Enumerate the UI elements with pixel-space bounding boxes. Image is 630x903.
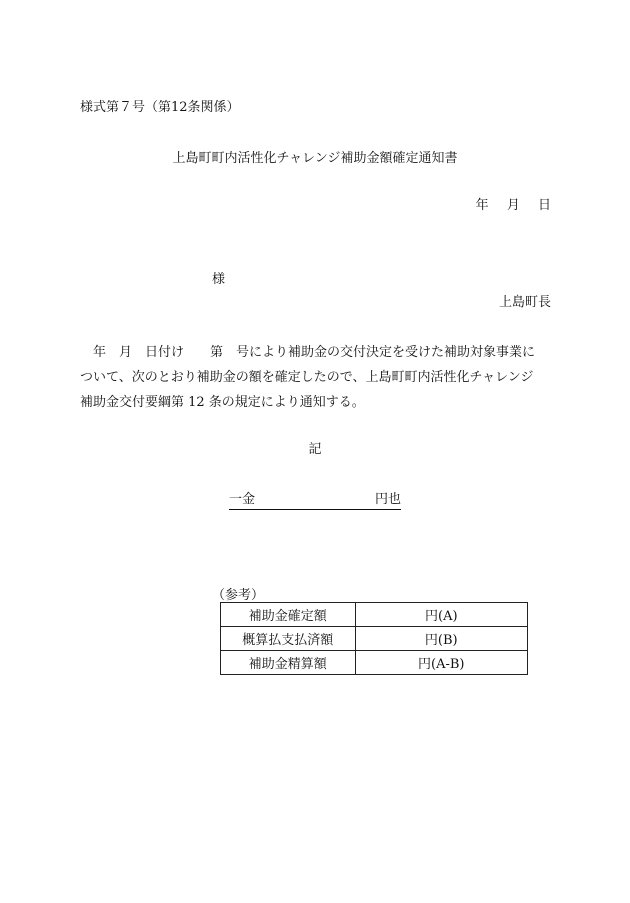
date-month: 月: [506, 198, 520, 213]
date-day: 日: [537, 198, 551, 213]
reference-value: 円(A-B): [355, 651, 527, 675]
table-row: [221, 603, 528, 627]
reference-value: 円(A): [355, 603, 527, 627]
reference-item: 補助金確定額: [221, 603, 356, 627]
table-row: [221, 627, 528, 651]
amount-suffix: 円也: [374, 492, 401, 507]
table-row: [221, 651, 528, 675]
amount-prefix: 一金: [229, 492, 256, 507]
reference-item: 補助金精算額: [221, 651, 356, 675]
amount-line: [229, 488, 401, 510]
document-title: 上島町町内活性化チャレンジ補助金額確定通知書: [172, 151, 458, 166]
reference-label: （参考）: [212, 588, 265, 603]
notification-body: [80, 340, 554, 415]
body-line: 補助金交付要綱第 12 条の規定により通知する。: [80, 395, 365, 410]
ki-heading: 記: [308, 442, 322, 457]
issuer-name: 上島町長: [498, 295, 551, 310]
reference-table: [220, 602, 528, 675]
body-line: 年 月 日付け 第 号により補助金の交付決定を受けた補助対象事業に: [80, 345, 536, 360]
date-line: [462, 194, 551, 213]
form-number: 様式第７号（第12条関係）: [80, 100, 240, 115]
date-year: 年: [475, 198, 489, 213]
body-line: ついて、次のとおり補助金の額を確定したので、上島町町内活性化チャレンジ: [80, 370, 534, 385]
addressee-honorific: 様: [212, 272, 226, 287]
reference-item: 概算払支払済額: [221, 627, 356, 651]
reference-value: 円(B): [355, 627, 527, 651]
